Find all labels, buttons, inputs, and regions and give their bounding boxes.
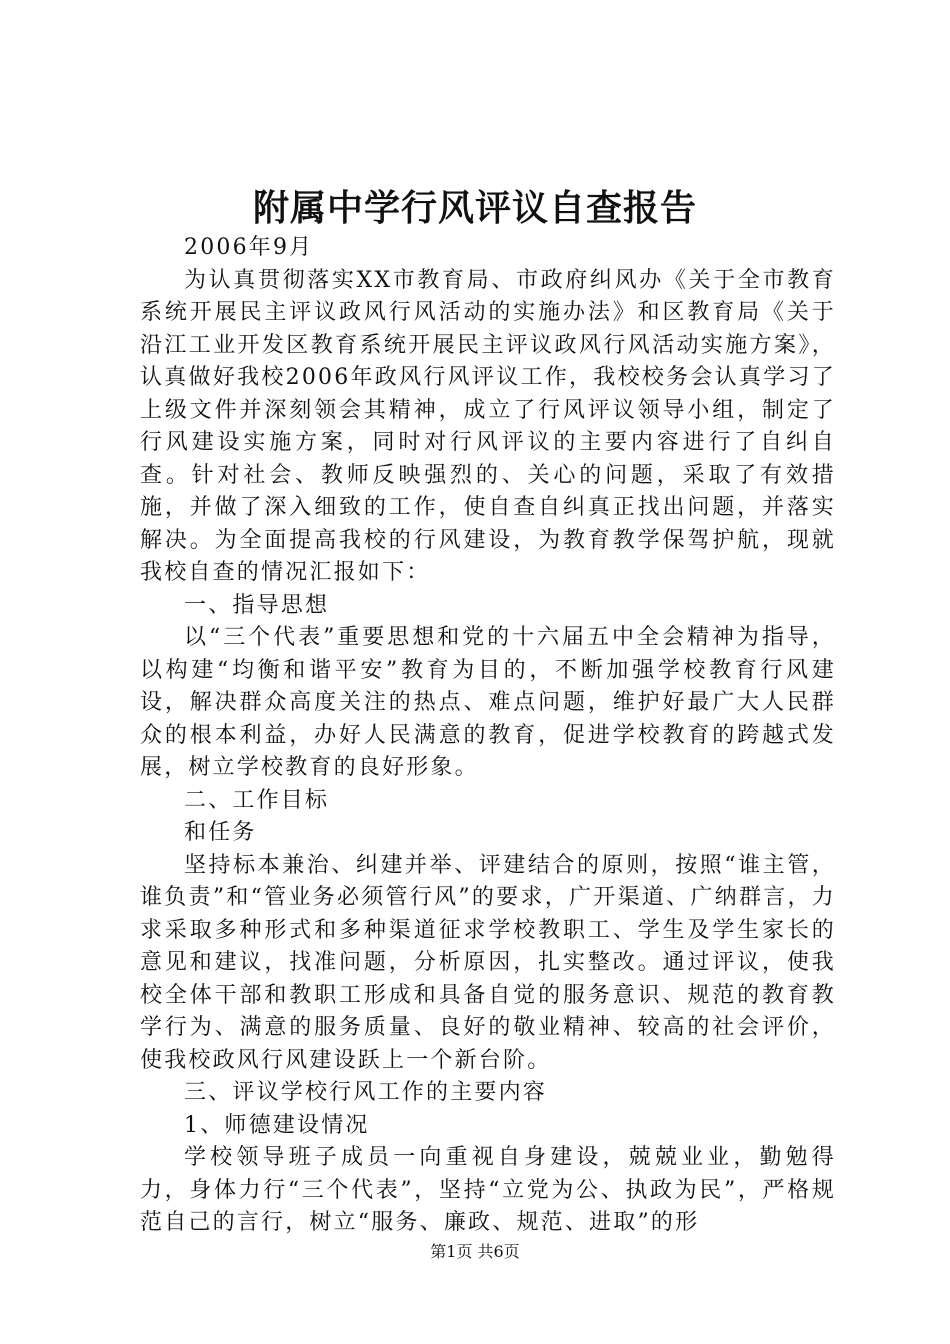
paragraph-intro: 为认真贯彻落实XX市教育局、市政府纠风办《关于全市教育系统开展民主评议政风行风活动的实施办法》和区教育局《关于沿江工业开发区教育系统开展民主评议政风行风活动实施方案》，认真做好我校2006年政风行风评议工作，我校校务会认真学习了上级文件并深刻领会其精神，成立了行风评议领导小组，制定了行风建设实施方案，同时对行风评议的主要内容进行了自纠自查。针对社会、教师反映强烈的、关心的问题，采取了有效措施，并做了深入细致的工作，使自查自纠真正找出问题，并落实解决。为全面提高我校的行风建设，为教育教学保驾护航，现就我校自查的情况汇报如下： — [140, 267, 836, 585]
heading-work-goals: 二、工作目标 — [184, 787, 330, 813]
paragraph-work-goals: 坚持标本兼治、纠建并举、评建结合的原则，按照“谁主管，谁负责”和“管业务必须管行风”的要求，广开渠道、广纳群言，力求采取多种形式和多种渠道征求学校教职工、学生及学生家长的意见和建议，找准问题，分析原因，扎实整改。通过评议，使我校全体干部和教职工形成和具备自觉的服务意识、规范的教育教学行为、满意的服务质量、良好的敬业精神、较高的社会评价，使我校政风行风建设跃上一个新台阶。 — [140, 852, 836, 1073]
heading-guiding-thought: 一、指导思想 — [184, 592, 330, 618]
page-number: 第1页 共6页 — [430, 1242, 520, 1261]
subheading-teacher-ethics: 1、师德建设情况 — [184, 1112, 370, 1138]
paragraph-teacher-ethics: 学校领导班子成员一向重视自身建设，兢兢业业，勤勉得力，身体力行“三个代表”，坚持“立党为公、执政为民”，严格规范自己的言行，树立“服务、廉政、规范、进取”的形 — [140, 1145, 836, 1235]
heading-main-content: 三、评议学校行风工作的主要内容 — [184, 1080, 548, 1105]
heading-work-goals-cont: 和任务 — [184, 820, 257, 845]
document-date: 2006年9月 — [184, 235, 314, 260]
document-title: 附属中学行风评议自查报告 — [252, 188, 697, 229]
document-body — [140, 232, 836, 1240]
paragraph-guiding-thought: 以“三个代表”重要思想和党的十六届五中全会精神为指导，以构建“均衡和谐平安”教育为目的，不断加强学校教育行风建设，解决群众高度关注的热点、难点问题，维护好最广大人民群众的根本利益，办好人民满意的教育，促进学校教育的跨越式发展，树立学校教育的良好形象。 — [140, 625, 836, 780]
